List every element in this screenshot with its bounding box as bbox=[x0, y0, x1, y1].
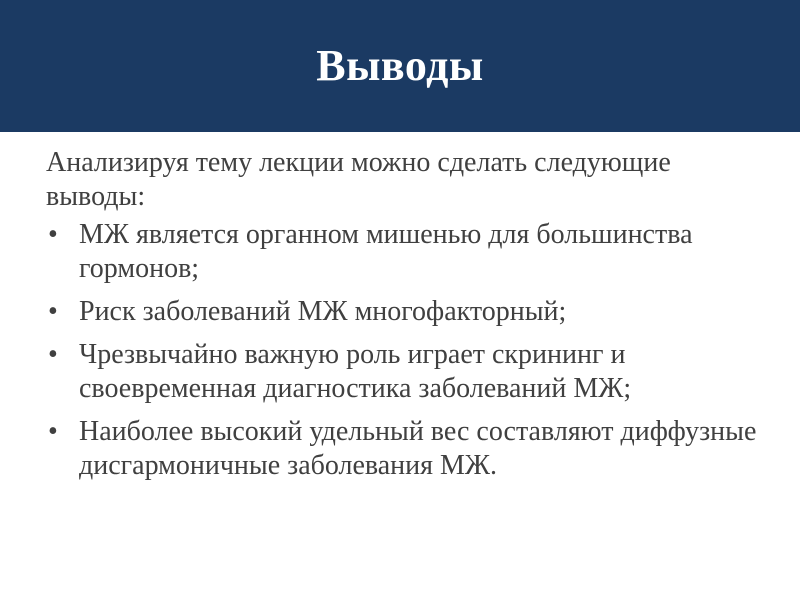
bullet-item bbox=[46, 338, 766, 406]
slide-body bbox=[46, 146, 766, 492]
intro-text: Анализируя тему лекции можно сделать следующие выводы: bbox=[46, 147, 671, 212]
bullet-text: Наиболее высокий удельный вес составляют диффузные дисгармоничные заболевания МЖ. bbox=[79, 416, 757, 481]
bullet-icon: • bbox=[48, 219, 58, 250]
bullet-icon: • bbox=[48, 296, 58, 327]
bullet-icon: • bbox=[48, 339, 58, 370]
bullet-text: Риск заболеваний МЖ многофакторный; bbox=[79, 296, 567, 327]
bullet-text: Чрезвычайно важную роль играет скрининг и своевременная диагностика заболеваний МЖ; bbox=[79, 339, 632, 404]
bullet-item bbox=[46, 295, 766, 329]
bullet-item bbox=[46, 218, 766, 286]
bullet-text: МЖ является органном мишенью для большинства гормонов; bbox=[79, 219, 693, 284]
title-banner bbox=[0, 0, 800, 132]
slide-title: Выводы bbox=[316, 40, 484, 90]
bullet-list bbox=[46, 218, 766, 483]
bullet-item bbox=[46, 415, 766, 483]
bullet-icon: • bbox=[48, 416, 58, 447]
